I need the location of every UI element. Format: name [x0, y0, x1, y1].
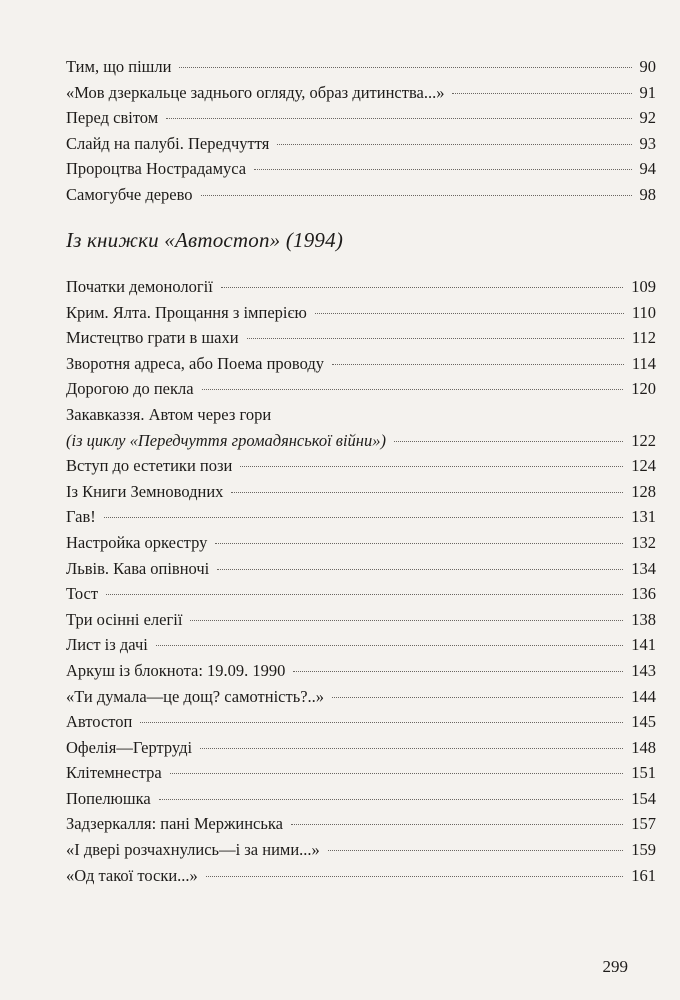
toc-entry-title: Перед світом [66, 108, 159, 128]
toc-entry [66, 581, 656, 607]
dot-leader [332, 697, 623, 698]
dot-leader [293, 671, 623, 672]
toc-entry [66, 300, 656, 326]
toc-entry-page: 144 [631, 686, 656, 706]
toc-entry-subtitle-row [66, 428, 656, 454]
toc-entry-title: Лист із дачі [66, 635, 148, 655]
toc-entry-page: 138 [631, 609, 656, 629]
toc-entry-page: 159 [631, 840, 656, 860]
dot-leader [452, 93, 631, 94]
dot-leader [179, 67, 631, 68]
dot-leader [106, 594, 623, 595]
toc-entry-title: Аркуш із блокнота: 19.09. 1990 [66, 660, 286, 680]
toc-entry [66, 811, 656, 837]
toc-entry [66, 105, 656, 131]
toc-list-main [66, 274, 656, 888]
toc-entry-title: Гав! [66, 507, 96, 527]
toc-entry-title: Самогубче дерево [66, 184, 193, 204]
dot-leader [254, 169, 631, 170]
toc-entry-page: 161 [631, 865, 656, 885]
toc-entry-subtitle: (із циклу «Передчуття громадянської війни») [66, 430, 386, 450]
toc-entry [66, 325, 656, 351]
dot-leader [328, 850, 623, 851]
toc-entry-page: 124 [631, 456, 656, 476]
page-number: 299 [602, 957, 628, 976]
toc-entry [66, 786, 656, 812]
dot-leader [200, 748, 623, 749]
toc-entry-page: 110 [631, 302, 656, 322]
toc-entry-title: «Од такої тоски...» [66, 865, 198, 885]
toc-entry-page: 112 [631, 328, 656, 348]
toc-entry [66, 863, 656, 889]
toc-entry-title: Тим, що пішли [66, 57, 172, 76]
toc-entry-title: Із Книги Земноводних [66, 481, 224, 501]
dot-leader [159, 799, 624, 800]
toc-entry [66, 530, 656, 556]
dot-leader [215, 543, 623, 544]
toc-entry-title: Мистецтво грати в шахи [66, 328, 239, 348]
toc-entry-page: 128 [631, 481, 656, 501]
toc-entry [66, 556, 656, 582]
toc-entry [66, 760, 656, 786]
toc-entry-title: Попелюшка [66, 788, 151, 808]
dot-leader [170, 773, 624, 774]
toc-entry [66, 684, 656, 710]
toc-entry-page: 92 [639, 108, 656, 128]
toc-entry-page: 90 [639, 57, 656, 76]
toc-entry [66, 658, 656, 684]
toc-entry [66, 607, 656, 633]
toc-entry-page: 120 [631, 379, 656, 399]
dot-leader [190, 620, 623, 621]
toc-entry [66, 351, 656, 377]
dot-leader [277, 144, 631, 145]
toc-entry-page: 98 [639, 184, 656, 204]
toc-entry-title: Закавказзя. Автом через гори [66, 404, 272, 424]
dot-leader [315, 313, 624, 314]
toc-entry [66, 274, 656, 300]
toc-entry-title: «І двері розчахнулись—і за ними...» [66, 840, 320, 860]
toc-entry-page: 93 [639, 133, 656, 153]
toc-entry-page: 151 [631, 763, 656, 783]
dot-leader [394, 441, 623, 442]
toc-entry-page: 157 [631, 814, 656, 834]
dot-leader [206, 876, 623, 877]
toc-entry-title: «Мов дзеркальце заднього огляду, образ дитинства...» [66, 82, 445, 102]
toc-entry [66, 709, 656, 735]
toc-entry-page: 94 [639, 159, 656, 179]
toc-entry-page: 141 [631, 635, 656, 655]
toc-entry-page: 91 [639, 82, 656, 102]
dot-leader [291, 824, 623, 825]
dot-leader [201, 195, 632, 196]
toc-entry-title: Тост [66, 584, 99, 604]
toc-entry-page: 134 [631, 558, 656, 578]
toc-entry [66, 453, 656, 479]
toc-entry [66, 837, 656, 863]
dot-leader [332, 364, 624, 365]
dot-leader [140, 722, 623, 723]
toc-entry-page: 114 [631, 353, 656, 373]
toc-entry-title: Настройка оркестру [66, 532, 208, 552]
toc-entry-title: Крим. Ялта. Прощання з імперією [66, 302, 307, 322]
toc-entry-title: Львів. Кава опівночі [66, 558, 210, 578]
dot-leader [217, 569, 623, 570]
toc-entry [66, 632, 656, 658]
toc-list-top [66, 54, 656, 208]
toc-entry-page: 148 [631, 737, 656, 757]
toc-entry-page: 154 [631, 788, 656, 808]
dot-leader [166, 118, 631, 119]
toc-entry [66, 735, 656, 761]
toc-entry [66, 54, 656, 80]
dot-leader [247, 338, 624, 339]
toc-entry-title: Офелія—Гертруді [66, 737, 193, 757]
toc-entry-page: 145 [631, 712, 656, 732]
toc-entry [66, 80, 656, 106]
toc-entry-page: 122 [631, 430, 656, 450]
toc-entry-multiline [66, 402, 656, 453]
toc-entry-title: «Ти думала—це дощ? самотність?..» [66, 686, 325, 706]
toc-entry-page: 131 [631, 507, 656, 527]
dot-leader [202, 389, 624, 390]
toc-entry-title: Початки демонології [66, 277, 213, 296]
toc-entry [66, 479, 656, 505]
toc-entry-title: Зворотня адреса, або Поема проводу [66, 353, 325, 373]
toc-entry [66, 156, 656, 182]
toc-entry-page: 143 [631, 660, 656, 680]
toc-entry-title: Слайд на палубі. Передчуття [66, 133, 270, 153]
toc-entry-title: Клітемнестра [66, 763, 162, 783]
toc-entry [66, 131, 656, 157]
toc-entry-title: Пророцтва Нострадамуса [66, 159, 247, 179]
toc-entry-title: Три осінні елегії [66, 609, 183, 629]
toc-entry-page: 136 [631, 584, 656, 604]
toc-entry-page: 109 [631, 277, 656, 296]
dot-leader [156, 645, 623, 646]
toc-entry-title: Задзеркалля: пані Мержинська [66, 814, 283, 834]
section-heading: Із книжки «Автостоп» (1994) [66, 228, 344, 252]
dot-leader [240, 466, 623, 467]
toc-entry-title: Автостоп [66, 712, 133, 732]
dot-leader [221, 287, 623, 288]
toc-entry [66, 504, 656, 530]
toc-entry-title: Дорогою до пекла [66, 379, 194, 399]
toc-entry-page: 132 [631, 532, 656, 552]
toc-entry [66, 182, 656, 208]
dot-leader [231, 492, 623, 493]
dot-leader [104, 517, 624, 518]
toc-entry [66, 376, 656, 402]
toc-entry-title: Вступ до естетики пози [66, 456, 233, 476]
